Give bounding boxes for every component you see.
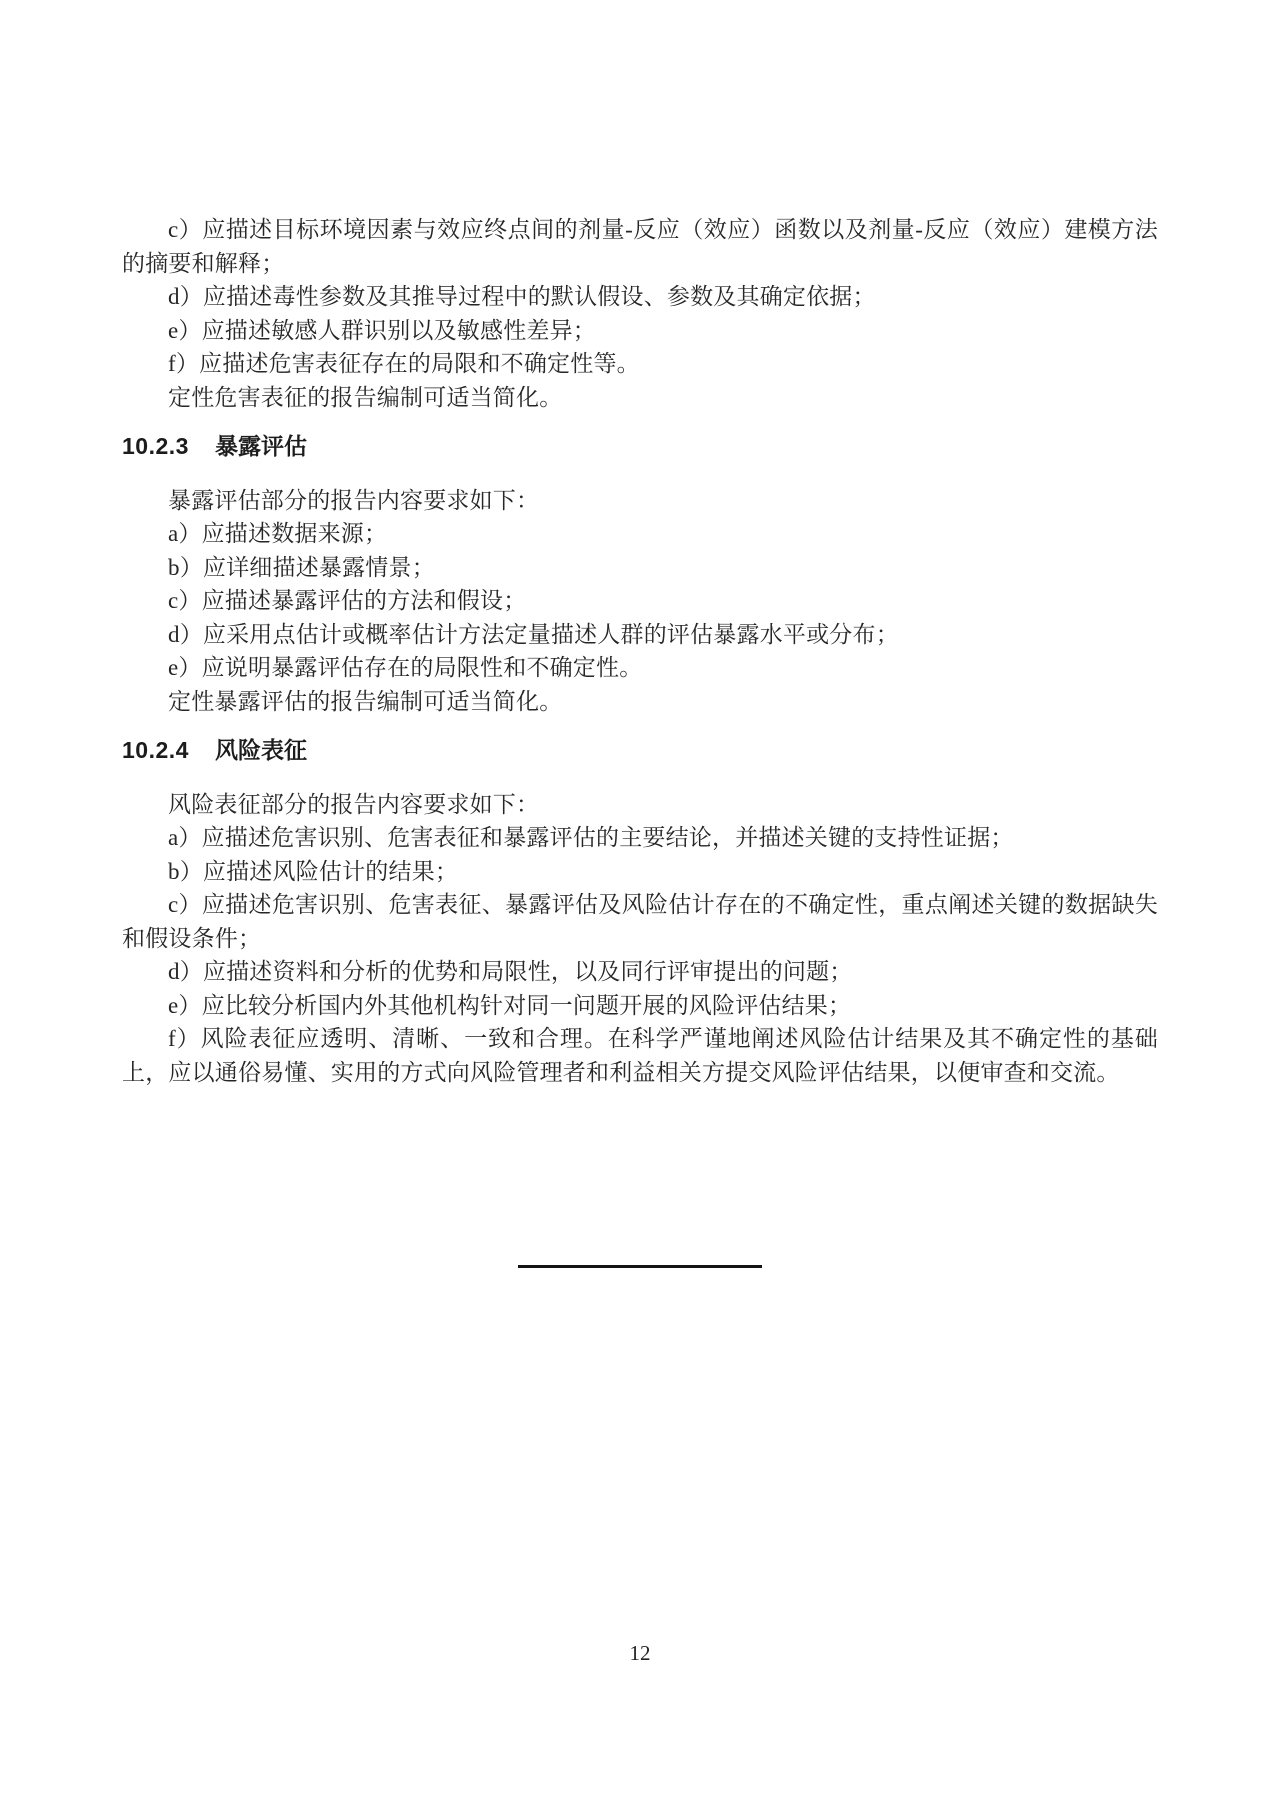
list-item-e-hazard-characterization: e）应描述敏感人群识别以及敏感性差异；	[168, 317, 597, 343]
paragraph-exposure-intro: 暴露评估部分的报告内容要求如下：	[168, 487, 540, 513]
section-heading-10-2-4	[122, 734, 1158, 768]
paragraph-qualitative-hazard-note: 定性危害表征的报告编制可适当简化。	[168, 384, 563, 410]
list-item-c-risk: c）应描述危害识别、危害表征、暴露评估及风险估计存在的不确定性，重点阐述关键的数据缺失和假设条件；	[122, 892, 1158, 951]
paragraph-qualitative-exposure-note: 定性暴露评估的报告编制可适当简化。	[168, 688, 563, 714]
list-item-f-risk: f）风险表征应透明、清晰、一致和合理。在科学严谨地阐述风险估计结果及其不确定性的基础上，应以通俗易懂、实用的方式向风险管理者和利益相关方提交风险评估结果，以便审查和交流。	[122, 1026, 1158, 1085]
page-number: 12	[629, 1641, 651, 1665]
section-heading-10-2-3	[122, 430, 1158, 464]
list-item-a-exposure: a）应描述数据来源；	[168, 521, 388, 546]
list-item-c-exposure: c）应描述暴露评估的方法和假设；	[168, 588, 527, 613]
list-item-d-hazard-characterization: d）应描述毒性参数及其推导过程中的默认假设、参数及其确定依据；	[168, 284, 876, 309]
document-page-body	[122, 0, 1158, 1268]
list-item-a-risk: a）应描述危害识别、危害表征和暴露评估的主要结论，并描述关键的支持性证据；	[168, 825, 1014, 850]
list-item-c-hazard-characterization: c）应描述目标环境因素与效应终点间的剂量-反应（效应）函数以及剂量-反应（效应）建模方法的摘要和解释；	[122, 217, 1158, 276]
list-item-d-exposure: d）应采用点估计或概率估计方法定量描述人群的评估暴露水平或分布；	[168, 621, 899, 647]
section-number: 10.2.3	[122, 433, 189, 459]
section-number: 10.2.4	[122, 737, 189, 763]
list-item-d-risk: d）应描述资料和分析的优势和局限性，以及同行评审提出的问题；	[168, 959, 853, 984]
paragraph-risk-intro: 风险表征部分的报告内容要求如下：	[168, 791, 540, 817]
end-of-document-rule	[518, 1265, 762, 1268]
list-item-e-exposure: e）应说明暴露评估存在的局限性和不确定性。	[168, 655, 643, 680]
section-title: 风险表征	[214, 737, 307, 763]
list-item-b-exposure: b）应详细描述暴露情景；	[168, 554, 435, 580]
section-title: 暴露评估	[214, 433, 307, 459]
list-item-e-risk: e）应比较分析国内外其他机构针对同一问题开展的风险评估结果；	[168, 992, 852, 1018]
list-item-b-risk: b）应描述风险估计的结果；	[168, 858, 459, 884]
list-item-f-hazard-characterization: f）应描述危害表征存在的局限和不确定性等。	[168, 351, 640, 376]
